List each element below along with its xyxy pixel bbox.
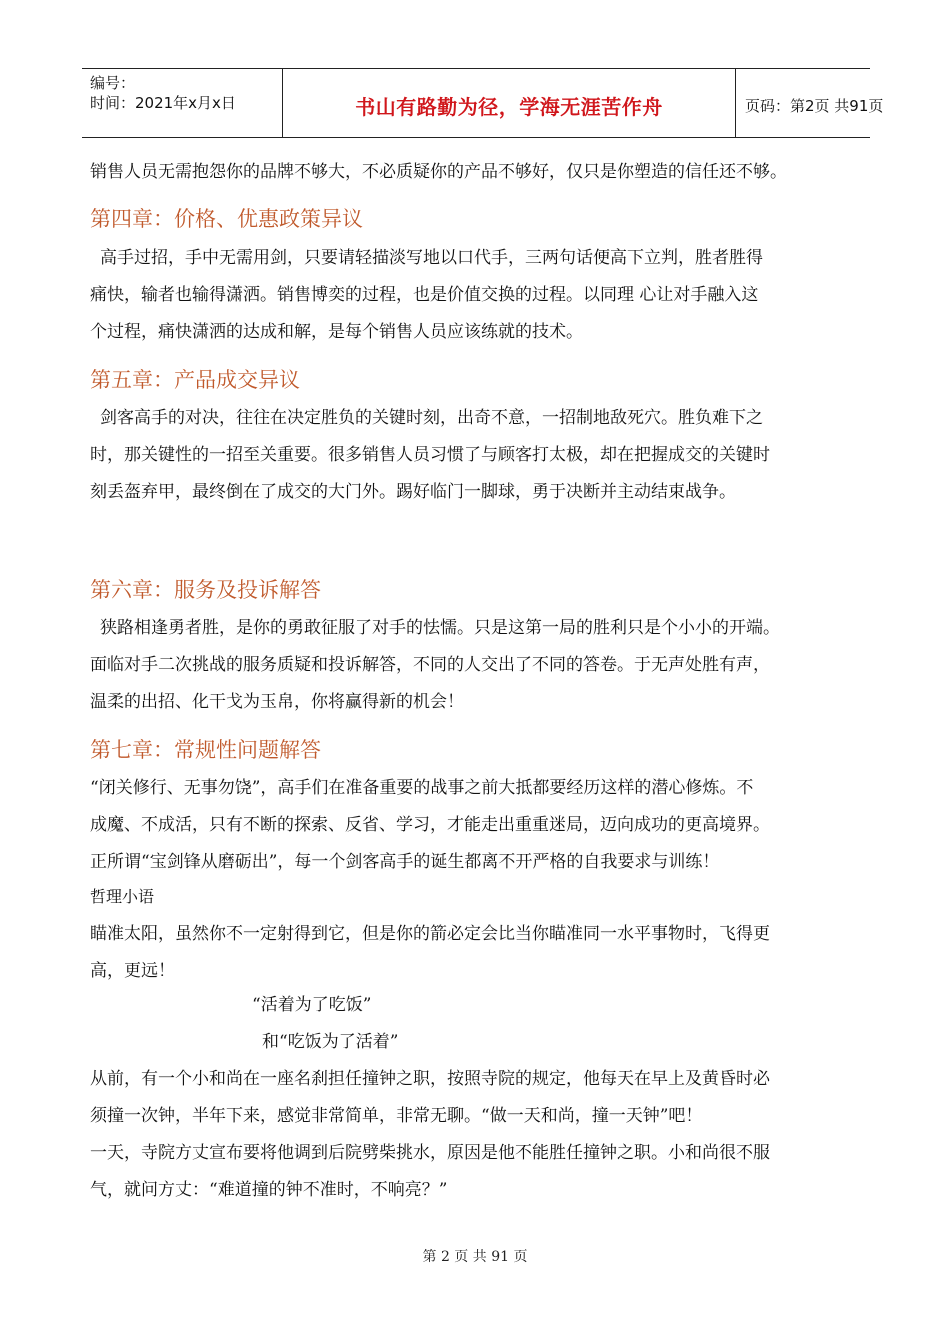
chapter-7-line: 成魔、不成活，只有不断的探索、反省、学习，才能走出重重迷局，迈向成功的更高境界。 bbox=[90, 815, 770, 835]
chapter-4-line: 个过程，痛快潇洒的达成和解，是每个销售人员应该练就的技术。 bbox=[90, 322, 583, 342]
time-label: 时间：2021年x月x日 bbox=[90, 94, 236, 112]
chapter-6-line: 温柔的出招、化干戈为玉帛，你将赢得新的机会！ bbox=[90, 692, 464, 712]
chapter-6-title: 第六章：服务及投诉解答 bbox=[90, 578, 321, 602]
chapter-5-line: 剑客高手的对决，往往在决定胜负的关键时刻，出奇不意，一招制地敌死穴。胜负难下之 bbox=[100, 408, 763, 428]
story-line: 一天，寺院方丈宣布要将他调到后院劈柴挑水，原因是他不能胜任撞钟之职。小和尚很不服 bbox=[90, 1143, 770, 1163]
chapter-5-line: 刻丢盔弃甲，最终倒在了成交的大门外。踢好临门一脚球，勇于决断并主动结束战争。 bbox=[90, 482, 736, 502]
story-title-line-1: “活着为了吃饭” bbox=[252, 995, 372, 1015]
story-line: 从前，有一个小和尚在一座名刹担任撞钟之职，按照寺院的规定，他每天在早上及黄昏时必 bbox=[90, 1069, 770, 1089]
number-label: 编号： bbox=[90, 74, 136, 92]
intro-paragraph: 销售人员无需抱怨你的品牌不够大，不必质疑你的产品不够好，仅只是你塑造的信任还不够。 bbox=[90, 162, 787, 182]
page-footer: 第 2 页 共 91 页 bbox=[422, 1249, 528, 1265]
story-line: 气，就问方丈：“难道撞的钟不准时，不响亮？” bbox=[90, 1180, 448, 1200]
chapter-4-line: 痛快，输者也输得潇洒。销售博奕的过程，也是价值交换的过程。以同理 心让对手融入这 bbox=[90, 285, 759, 305]
story-line: 须撞一次钟，半年下来，感觉非常简单，非常无聊。“做一天和尚，撞一天钟”吧！ bbox=[90, 1106, 703, 1126]
chapter-5-line: 时，那关键性的一招至关重要。很多销售人员习惯了与顾客打太极，却在把握成交的关键时 bbox=[90, 445, 770, 465]
header-table bbox=[82, 68, 884, 138]
header-left-cell bbox=[82, 69, 282, 137]
header-page-cell bbox=[735, 69, 884, 137]
philosophy-label: 哲理小语 bbox=[90, 887, 155, 906]
motto: 书山有路勤为径，学海无涯苦作舟 bbox=[355, 95, 663, 119]
chapter-6-line: 面临对手二次挑战的服务质疑和投诉解答，不同的人交出了不同的答卷。于无声处胜有声， bbox=[90, 655, 770, 675]
page-info: 页码：第2页 共91页 bbox=[745, 97, 884, 115]
story-title-line-2: 和“吃饭为了活着” bbox=[262, 1032, 399, 1052]
header-motto-cell bbox=[282, 69, 736, 137]
chapter-4-title: 第四章：价格、优惠政策异议 bbox=[90, 207, 363, 231]
chapter-7-line: “闭关修行、无事勿饶”，高手们在准备重要的战事之前大抵都要经历这样的潜心修炼。不 bbox=[90, 778, 754, 798]
chapter-6-line: 狭路相逢勇者胜，是你的勇敢征服了对手的怯懦。只是这第一局的胜利只是个小小的开端。 bbox=[100, 618, 780, 638]
chapter-4-line: 高手过招，手中无需用剑，只要请轻描淡写地以口代手，三两句话便高下立判，胜者胜得 bbox=[100, 248, 763, 268]
chapter-7-line: 正所谓“宝剑锋从磨砺出”，每一个剑客高手的诞生都离不开严格的自我要求与训练！ bbox=[90, 852, 720, 872]
aim-line: 瞄准太阳，虽然你不一定射得到它，但是你的箭必定会比当你瞄准同一水平事物时，飞得更 bbox=[90, 924, 770, 944]
chapter-5-title: 第五章：产品成交异议 bbox=[90, 368, 300, 392]
aim-line: 高，更远！ bbox=[90, 961, 175, 981]
chapter-7-title: 第七章：常规性问题解答 bbox=[90, 738, 321, 762]
